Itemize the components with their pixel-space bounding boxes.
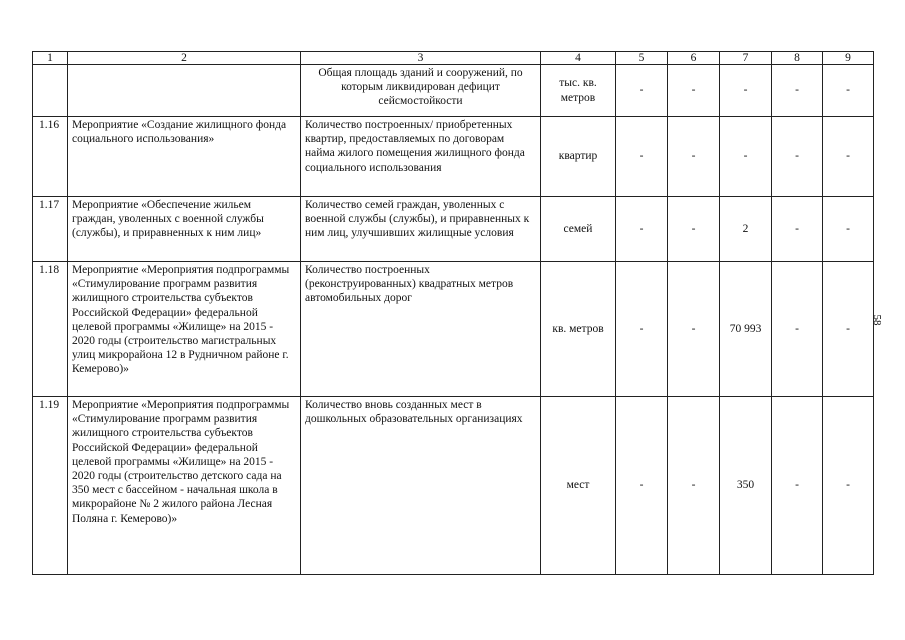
row-value-8: -	[772, 262, 823, 397]
row-value-9: -	[823, 65, 874, 117]
row-value-8: -	[772, 65, 823, 117]
col-header-5: 5	[616, 52, 668, 65]
row-event	[68, 65, 301, 117]
row-id: 1.16	[33, 117, 68, 197]
col-header-9: 9	[823, 52, 874, 65]
table-row	[33, 262, 874, 397]
col-header-6: 6	[668, 52, 720, 65]
row-value-6: -	[668, 117, 720, 197]
row-unit: кв. метров	[541, 262, 616, 397]
row-value-5: -	[616, 197, 668, 262]
row-value-9: -	[823, 262, 874, 397]
col-header-1: 1	[33, 52, 68, 65]
row-value-8: -	[772, 397, 823, 575]
row-indicator: Количество построенных/ приобретенных квартир, предоставляемых по договорам найма жилого помещения жилищного фонда социального использования	[301, 117, 541, 197]
page-number: 58	[871, 314, 883, 326]
row-unit: квартир	[541, 117, 616, 197]
row-value-9: -	[823, 117, 874, 197]
indicators-table	[32, 51, 874, 575]
row-value-5: -	[616, 117, 668, 197]
row-value-5: -	[616, 397, 668, 575]
row-event: Мероприятие «Мероприятия подпрограммы «Стимулирование программ развития жилищного строительства субъектов Российской Федерации» федеральной целевой программы «Жилище» на 2015 - 2020 годы (строительство детского сада на 350 мест с бассейном - начальная школа в микрорайоне № 2 жилого района Лесная Поляна г. Кемерово)»	[68, 397, 301, 575]
row-value-5: -	[616, 65, 668, 117]
row-value-6: -	[668, 262, 720, 397]
row-value-7: 350	[720, 397, 772, 575]
col-header-2: 2	[68, 52, 301, 65]
row-value-6: -	[668, 197, 720, 262]
row-indicator: Количество семей граждан, уволенных с военной службы (службы), и приравненных к ним лиц, улучшивших жилищные условия	[301, 197, 541, 262]
table-row	[33, 117, 874, 197]
row-id: 1.19	[33, 397, 68, 575]
row-value-5: -	[616, 262, 668, 397]
row-value-8: -	[772, 117, 823, 197]
row-unit: тыс. кв. метров	[541, 65, 616, 117]
column-number-row	[33, 52, 874, 65]
row-value-8: -	[772, 197, 823, 262]
table-row	[33, 65, 874, 117]
col-header-8: 8	[772, 52, 823, 65]
row-id: 1.18	[33, 262, 68, 397]
row-id: 1.17	[33, 197, 68, 262]
col-header-3: 3	[301, 52, 541, 65]
row-event: Мероприятие «Создание жилищного фонда социального использования»	[68, 117, 301, 197]
row-indicator: Количество построенных (реконструированных) квадратных метров автомобильных дорог	[301, 262, 541, 397]
row-id	[33, 65, 68, 117]
row-value-7: 2	[720, 197, 772, 262]
row-value-7: -	[720, 65, 772, 117]
row-value-9: -	[823, 197, 874, 262]
row-unit: мест	[541, 397, 616, 575]
row-value-6: -	[668, 65, 720, 117]
row-value-6: -	[668, 397, 720, 575]
col-header-4: 4	[541, 52, 616, 65]
row-value-7: -	[720, 117, 772, 197]
table-row	[33, 397, 874, 575]
row-unit: семей	[541, 197, 616, 262]
row-event: Мероприятие «Обеспечение жильем граждан, уволенных с военной службы (службы), и приравненных к ним лиц»	[68, 197, 301, 262]
row-event: Мероприятие «Мероприятия подпрограммы «Стимулирование программ развития жилищного строительства субъектов Российской Федерации» федеральной целевой программы «Жилище» на 2015 - 2020 годы (строительство магистральных улиц микрорайона 12 в Рудничном районе г. Кемерово)»	[68, 262, 301, 397]
table-row	[33, 197, 874, 262]
row-indicator: Количество вновь созданных мест в дошкольных образовательных организациях	[301, 397, 541, 575]
row-value-9: -	[823, 397, 874, 575]
col-header-7: 7	[720, 52, 772, 65]
row-value-7: 70 993	[720, 262, 772, 397]
row-indicator: Общая площадь зданий и сооружений, по которым ликвидирован дефицит сейсмостойкости	[301, 65, 541, 117]
